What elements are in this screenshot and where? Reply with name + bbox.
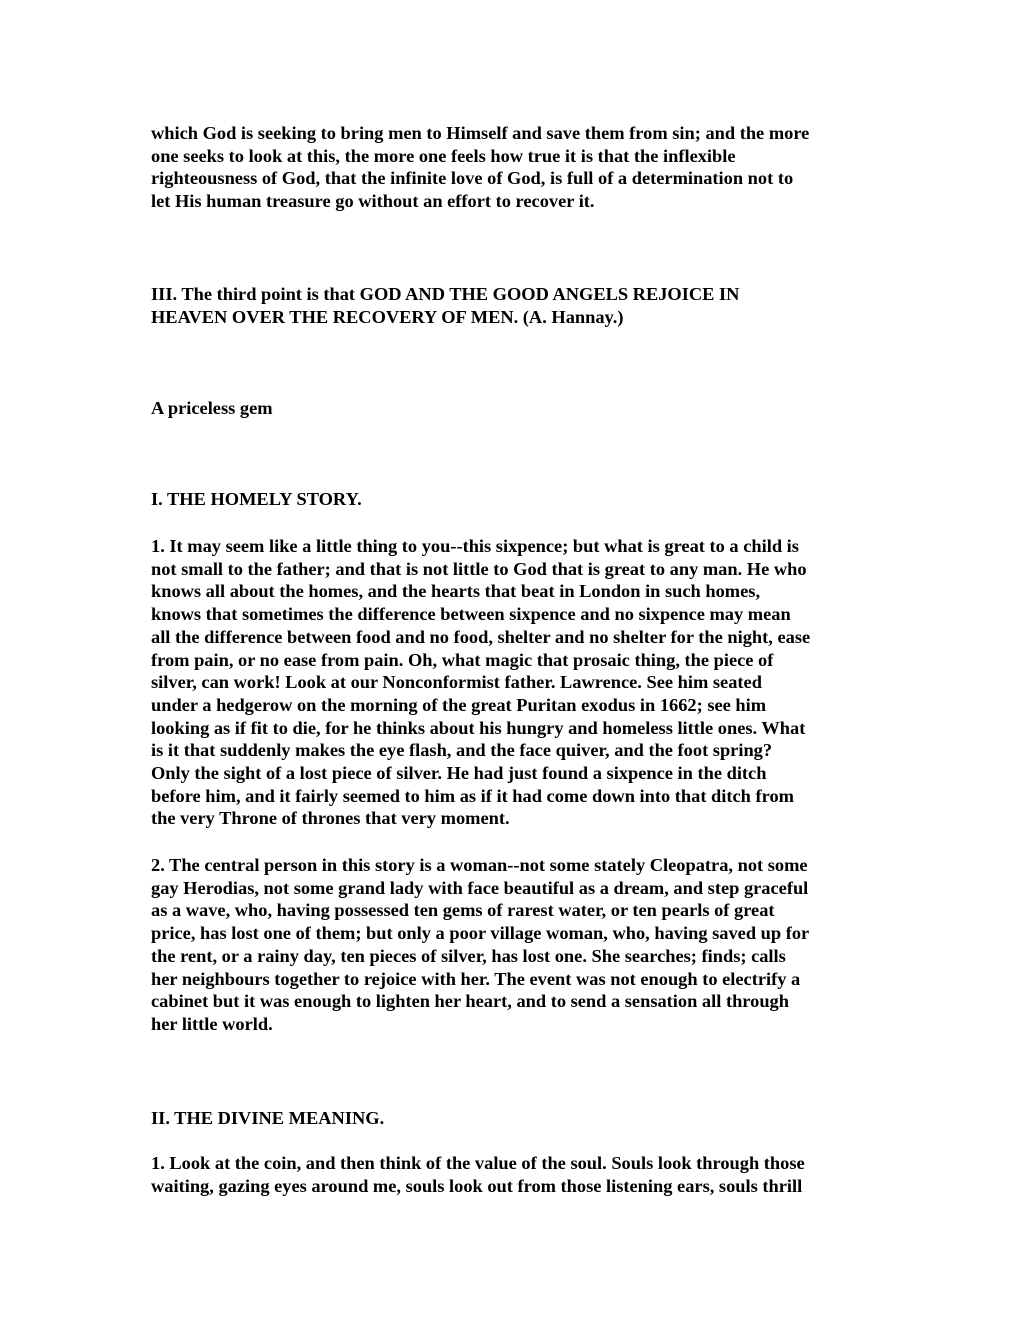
section-heading-divine-meaning: II. THE DIVINE MEANING.: [151, 1108, 385, 1128]
paragraph-central-person: 2. The central person in this story is a woman--not some stately Cleopatra, not some gay Herodias, not some grand lady with face beautiful as a dream, and step graceful as a wave, who, having possessed ten gems of rarest water, or ten pearls of great price, has lost one of them; but only a poor village woman, who, having saved up for the rent, or a rainy day, ten pieces of silver, has lost one. She searches; finds; calls her neighbours together to rejoice with her. The event was not enough to electrify a cabinet but it was enough to lighten her heart, and to send a sensation all through her little world.: [151, 855, 810, 1034]
section-heading-homely-story: I. THE HOMELY STORY.: [151, 489, 362, 509]
paragraph-coin-soul: 1. Look at the coin, and then think of the value of the soul. Souls look through those waiting, gazing eyes around me, souls look out from those listening ears, souls thrill: [151, 1153, 805, 1196]
paragraph-continuation: which God is seeking to bring men to Himself and save them from sin; and the more one seeks to look at this, the more one feels how true it is that the inflexible righteousness of God, that the infinite love of God, is full of a determination not to let His human treasure go without an effort to recover it.: [151, 123, 810, 212]
paragraph-sixpence: 1. It may seem like a little thing to you--this sixpence; but what is great to a child is not small to the father; and that is not little to God that is great to any man. He who knows all about the homes, and the hearts that beat in London in such homes, knows that sometimes the difference between sixpence and no sixpence may mean all the difference between food and no food, shelter and no shelter for the night, ease from pain, or no ease from pain. Oh, what magic that prosaic thing, the piece of silver, can work! Look at our Nonconformist father. Lawrence. See him seated under a hedgerow on the morning of the great Puritan exodus in 1662; see him looking as if fit to die, for he thinks about his hungry and homeless little ones. What is it that suddenly makes the eye flash, and the face quiver, and the foot spring? Only the sight of a lost piece of silver. He had just found a sixpence in the ditch before him, and it fairly seemed to him as if it had come down into that ditch from the very Throne of thrones that very moment.: [151, 536, 811, 829]
paragraph-third-point: III. The third point is that GOD AND THE GOOD ANGELS REJOICE IN HEAVEN OVER THE RECOVERY OF MEN. (A. Hannay.): [151, 284, 740, 327]
section-heading-priceless-gem: A priceless gem: [151, 398, 273, 418]
